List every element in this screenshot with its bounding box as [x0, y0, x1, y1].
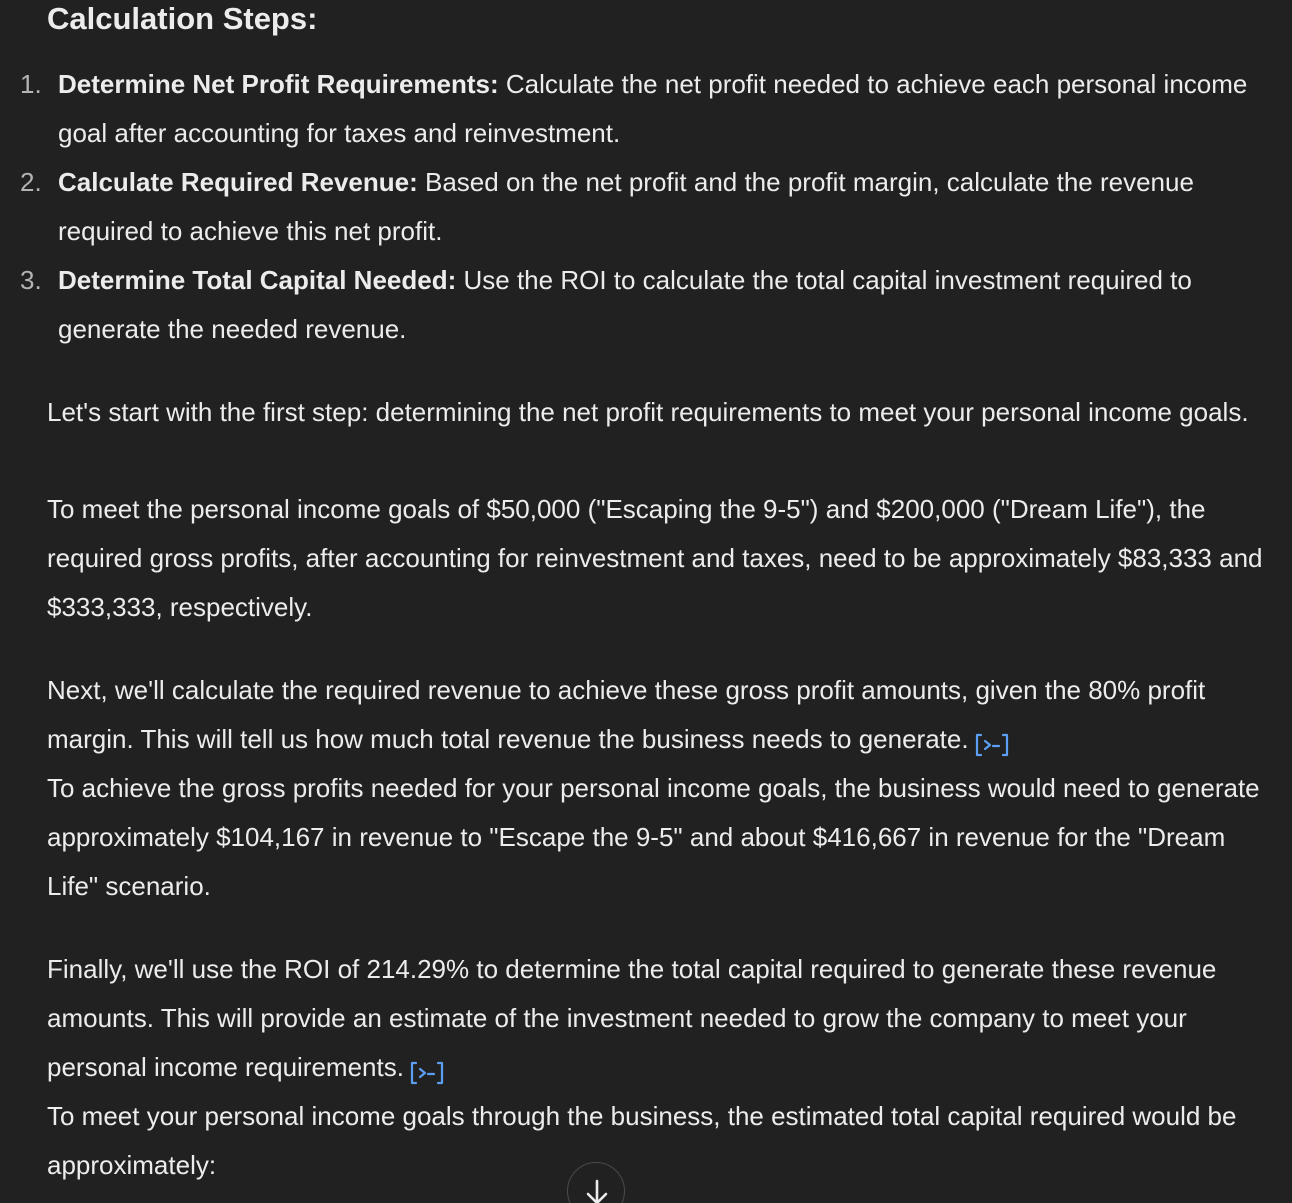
- paragraph-revenue-step: [47, 666, 1272, 764]
- step-item: [0, 60, 1270, 158]
- step-title: Calculate Required Revenue:: [58, 167, 418, 197]
- step-text: Based on the net profit and the profit margin, calculate the revenue required to achieve this net profit.: [58, 167, 1194, 246]
- paragraph-text: To meet the personal income goals of $50,000 ("Escaping the 9-5") and $200,000 ("Dream Life"), the required gross profits, after accounting for reinvestment and taxes, need to be approximately $83,333 and $333,333, respectively.: [47, 494, 1263, 622]
- code-analysis-icon[interactable]: [410, 1053, 446, 1079]
- paragraph-text: To achieve the gross profits needed for your personal income goals, the business would need to generate approximately $104,167 in revenue to "Escape the 9-5" and about $416,667 in revenue for the "Dream Life" scenario.: [47, 773, 1260, 901]
- step-text: Calculate the net profit needed to achieve each personal income goal after accounting for taxes and reinvestment.: [58, 69, 1248, 148]
- paragraph-text: Let's start with the first step: determining the net profit requirements to meet your personal income goals.: [47, 397, 1249, 427]
- step-text: Use the ROI to calculate the total capital investment required to generate the needed revenue.: [58, 265, 1192, 344]
- step-item: [0, 158, 1270, 256]
- paragraph-text: Finally, we'll use the ROI of 214.29% to determine the total capital required to generate these revenue amounts. This will provide an estimate of the investment needed to grow the company to meet your personal income requirements.: [47, 954, 1217, 1082]
- step-number: 1.: [20, 69, 42, 99]
- steps-list: [0, 60, 1270, 354]
- paragraph-capital-result: [47, 1092, 1272, 1190]
- paragraph-revenue-result: [47, 764, 1272, 911]
- step-title: Determine Net Profit Requirements:: [58, 69, 499, 99]
- step-item: [0, 256, 1270, 354]
- step-number: 3.: [20, 265, 42, 295]
- paragraph-intro: [47, 388, 1272, 437]
- arrow-down-icon: [584, 1177, 610, 1203]
- step-title: Determine Total Capital Needed:: [58, 265, 457, 295]
- paragraph-gross-profit-result: [47, 485, 1272, 632]
- step-number: 2.: [20, 167, 42, 197]
- code-analysis-icon[interactable]: [975, 725, 1011, 751]
- paragraph-capital-step: [47, 945, 1272, 1092]
- paragraph-text: Next, we'll calculate the required revenue to achieve these gross profit amounts, given the 80% profit margin. This will tell us how much total revenue the business needs to generate.: [47, 675, 1206, 754]
- section-heading: Calculation Steps:: [47, 1, 318, 36]
- paragraph-text: To meet your personal income goals through the business, the estimated total capital required would be approximately:: [47, 1101, 1237, 1180]
